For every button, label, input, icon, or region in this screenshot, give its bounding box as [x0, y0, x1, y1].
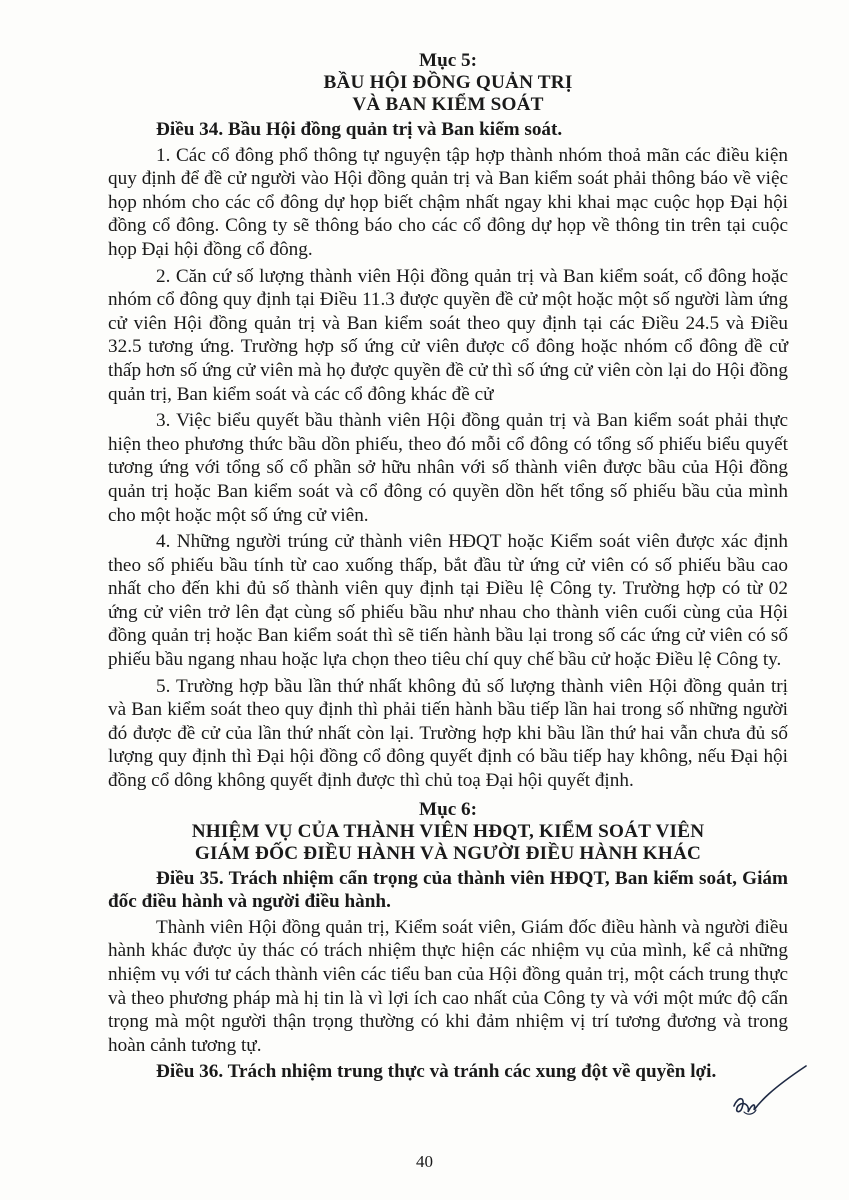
signature-initials	[730, 1062, 810, 1122]
section-5-header	[108, 50, 788, 116]
page-number: 40	[416, 1152, 433, 1171]
section-6-title-line1: NHIỆM VỤ CỦA THÀNH VIÊN HĐQT, KIỂM SOÁT VIÊN	[191, 820, 705, 842]
article-35-heading: Điều 35. Trách nhiệm cẩn trọng của thành viên HĐQT, Ban kiểm soát, Giám đốc điều hành và người điều hành.	[108, 867, 788, 913]
article-34-paragraph-2: 2. Căn cứ số lượng thành viên Hội đồng quản trị và Ban kiểm soát, cổ đông hoặc nhóm cổ đông quy định tại Điều 11.3 được quyền đề cử một hoặc một số người làm ứng cử viên Hội đồng quản trị và Ban kiểm soát theo quy định tại các Điều 24.5 và Điều 32.5 tương ứng. Trường hợp số ứng cử viên được cổ đông hoặc nhóm cổ đông đề cử thấp hơn số ứng cử viên mà họ được quyền đề cử thì số ứng cử viên còn lại do Hội đồng quản trị, Ban kiểm soát và các cổ đông khác đề cử	[108, 265, 788, 405]
section-5-label: Mục 5:	[418, 50, 478, 71]
page-content	[108, 44, 788, 1086]
article-35-paragraph-1: Thành viên Hội đồng quản trị, Kiểm soát viên, Giám đốc điều hành và người điều hành khác được ủy thác có trách nhiệm thực hiện các nhiệm vụ của mình, kể cả những nhiệm vụ với tư cách thành viên các tiểu ban của Hội đồng quản trị, một cách trung thực và theo phương pháp mà hị tin là vì lợi ích cao nhất của Công ty và với một mức độ cẩn trọng mà một người thận trọng thường có khi đảm nhiệm vị trí tương đương và trong hoàn cảnh tương tự.	[108, 916, 788, 1056]
article-34-paragraph-4: 4. Những người trúng cử thành viên HĐQT hoặc Kiểm soát viên được xác định theo số phiếu bầu tính từ cao xuống thấp, bắt đầu từ ứng cử viên có số phiếu bầu cao nhất cho đến khi đủ số thành viên quy định tại Điều lệ Công ty. Trường hợp có từ 02 ứng cử viên trở lên đạt cùng số phiếu bầu như nhau cho thành viên cuối cùng của Hội đồng quản trị hoặc Ban kiểm soát thì sẽ tiến hành bầu lại trong số các ứng cử viên có số phiếu bầu ngang nhau hoặc lựa chọn theo tiêu chí quy chế bầu cử hoặc Điều lệ Công ty.	[108, 531, 788, 671]
section-6-header	[108, 799, 788, 865]
article-34-heading: Điều 34. Bầu Hội đồng quản trị và Ban kiểm soát.	[156, 119, 563, 140]
article-36-heading: Điều 36. Trách nhiệm trung thực và tránh các xung đột về quyền lợi.	[156, 1061, 717, 1083]
section-6-label: Mục 6:	[418, 798, 478, 820]
article-34-paragraph-5: 5. Trường hợp bầu lần thứ nhất không đủ số lượng thành viên Hội đồng quản trị và Ban kiểm soát theo quy định thì phải tiến hành bầu tiếp lần hai trong số những người đó được đề cử của lần thứ nhất còn lại. Trường hợp khi bầu lần thứ hai vẫn chưa đủ số lượng quy định thì Đại hội đồng cổ đông quyết định có bầu tiếp hay không, nếu Đại hội đồng cổ dông không quyết định được thì chủ toạ Đại hội quyết định.	[108, 675, 788, 792]
section-5-title-line1: BẦU HỘI ĐỒNG QUẢN TRỊ	[323, 72, 573, 93]
section-5-title-line2: VÀ BAN KIỂM SOÁT	[352, 94, 544, 115]
section-6-title-line2: GIÁM ĐỐC ĐIỀU HÀNH VÀ NGƯỜI ĐIỀU HÀNH KHÁC	[194, 842, 702, 864]
article-34-paragraph-3: 3. Việc biểu quyết bầu thành viên Hội đồng quản trị và Ban kiểm soát phải thực hiện theo phương thức bầu dồn phiếu, theo đó mỗi cổ đông có tổng số phiếu biểu quyết tương ứng với tổng số cổ phần sở hữu nhân với số thành viên được bầu của Hội đồng quản trị hoặc Ban kiểm soát và cổ đông có quyền dồn hết tổng số phiếu bầu của mình cho một hoặc một số ứng cử viên.	[108, 410, 788, 526]
article-34-paragraph-1: 1. Các cổ đông phổ thông tự nguyện tập hợp thành nhóm thoả mãn các điều kiện quy định để đề cử người vào Hội đồng quản trị và Ban kiểm soát phải thông báo về việc họp nhóm cho các cổ đông dự họp biết chậm nhất ngay khi khai mạc cuộc họp Đại hội đồng cổ đông. Công ty sẽ thông báo cho các cổ đông dự họp về thông tin trên tại cuộc họp Đại hội đồng cổ đông.	[108, 144, 788, 260]
